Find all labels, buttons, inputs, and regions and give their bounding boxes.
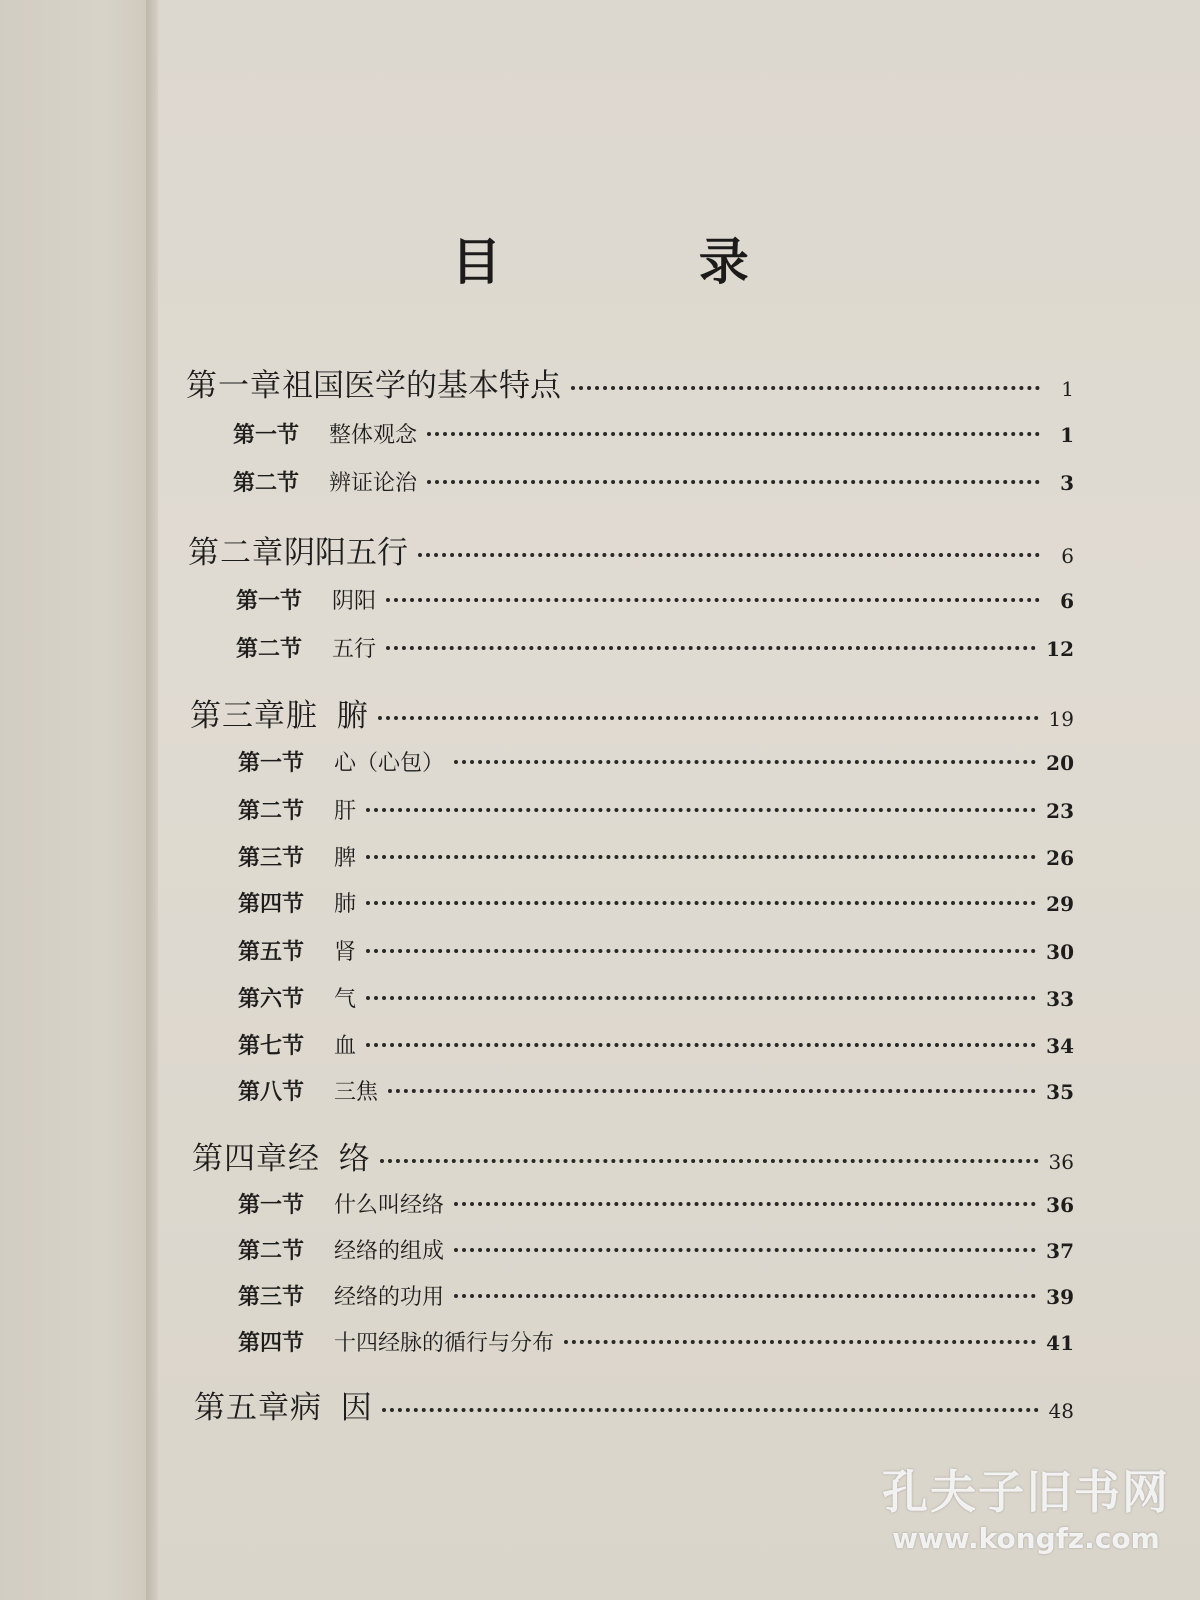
page-number: 35 — [1046, 1080, 1074, 1104]
toc-section — [233, 466, 1074, 497]
toc-section — [238, 1075, 1074, 1106]
chapter-label: 第五章 — [194, 1390, 290, 1426]
toc-section — [233, 418, 1074, 449]
toc-chapter — [194, 1382, 1074, 1427]
section-name: 气 — [334, 987, 357, 1012]
section-label: 第二节 — [233, 471, 300, 496]
section-name: 经络的功用 — [334, 1285, 445, 1310]
page-number: 26 — [1046, 846, 1074, 870]
dot-leader — [366, 855, 1036, 859]
chapter-label: 第四章 — [192, 1141, 288, 1177]
section-name: 阴阳 — [332, 589, 377, 614]
toc-section — [238, 746, 1074, 777]
watermark-name: 孔夫子旧书网 — [882, 1465, 1170, 1519]
section-name: 什么叫经络 — [334, 1193, 445, 1218]
dot-leader — [454, 1202, 1036, 1206]
chapter-name: 病 因 — [290, 1390, 372, 1426]
section-label: 第一节 — [233, 423, 300, 448]
page-number: 6 — [1061, 544, 1074, 568]
toc-section — [238, 887, 1074, 918]
page-number: 1 — [1060, 423, 1074, 447]
dot-leader — [427, 480, 1040, 484]
chapter-label: 第三章 — [190, 698, 286, 734]
page-number: 20 — [1046, 751, 1074, 775]
page-number: 36 — [1048, 1150, 1074, 1174]
dot-leader — [366, 1043, 1036, 1047]
page-number: 6 — [1060, 589, 1074, 613]
section-name: 肾 — [334, 940, 357, 965]
dot-leader — [427, 432, 1040, 436]
section-label: 第四节 — [238, 1331, 305, 1356]
dot-leader — [382, 1408, 1039, 1412]
page-number: 23 — [1046, 799, 1074, 823]
dot-leader — [388, 1089, 1036, 1093]
toc-section — [238, 1029, 1074, 1060]
toc-chapter — [188, 527, 1074, 572]
dot-leader — [366, 996, 1036, 1000]
dot-leader — [366, 901, 1036, 905]
page-number: 34 — [1046, 1034, 1074, 1058]
page-number: 19 — [1048, 707, 1074, 731]
dot-leader — [564, 1340, 1036, 1344]
toc-section — [238, 1280, 1074, 1311]
section-label: 第二节 — [238, 1239, 305, 1264]
section-label: 第四节 — [238, 892, 305, 917]
section-label: 第三节 — [238, 846, 305, 871]
dot-leader — [378, 716, 1039, 720]
toc-chapter — [190, 690, 1074, 735]
section-name: 肝 — [334, 799, 357, 824]
section-label: 第二节 — [236, 637, 303, 662]
chapter-name: 脏 腑 — [286, 698, 368, 734]
toc-section — [238, 935, 1074, 966]
chapter-label: 第二章 — [188, 535, 284, 571]
page-number: 41 — [1046, 1331, 1074, 1355]
toc-section — [236, 632, 1074, 663]
section-label: 第七节 — [238, 1034, 305, 1059]
section-label: 第一节 — [238, 1193, 305, 1218]
section-name: 脾 — [334, 846, 357, 871]
dot-leader — [366, 949, 1036, 953]
section-name: 辨证论治 — [329, 471, 418, 496]
section-label: 第二节 — [238, 799, 305, 824]
toc-section — [238, 1326, 1074, 1357]
section-name: 五行 — [332, 637, 377, 662]
toc-section — [238, 794, 1074, 825]
watermark — [882, 1456, 1170, 1555]
toc-section — [236, 584, 1074, 615]
watermark-url: www.kongfz.com — [892, 1522, 1160, 1555]
dot-leader — [454, 760, 1036, 764]
dot-leader — [380, 1159, 1039, 1163]
toc-section — [238, 982, 1074, 1013]
section-label: 第一节 — [238, 751, 305, 776]
dot-leader — [454, 1248, 1036, 1252]
page-number: 3 — [1060, 471, 1074, 495]
dot-leader — [571, 386, 1040, 390]
dot-leader — [454, 1294, 1036, 1298]
page-number: 48 — [1048, 1399, 1074, 1423]
dot-leader — [386, 646, 1036, 650]
page-number: 29 — [1046, 892, 1074, 916]
section-label: 第一节 — [236, 589, 303, 614]
toc-chapter — [192, 1133, 1074, 1178]
page-number: 37 — [1046, 1239, 1074, 1263]
section-label: 第八节 — [238, 1080, 305, 1105]
section-label: 第五节 — [238, 940, 305, 965]
toc-chapter — [186, 360, 1074, 405]
dot-leader — [366, 808, 1036, 812]
chapter-name: 祖国医学的基本特点 — [282, 368, 561, 404]
section-name: 三焦 — [334, 1080, 379, 1105]
toc-section — [238, 1234, 1074, 1265]
section-name: 肺 — [334, 892, 357, 917]
page-number: 39 — [1046, 1285, 1074, 1309]
page-title: 目 录 — [451, 233, 839, 291]
chapter-name: 经 络 — [288, 1141, 370, 1177]
section-label: 第六节 — [238, 987, 305, 1012]
chapter-name: 阴阳五行 — [284, 535, 408, 571]
section-name: 血 — [334, 1034, 357, 1059]
section-name: 心（心包） — [334, 751, 445, 776]
section-name: 十四经脉的循行与分布 — [334, 1331, 555, 1356]
page-number: 33 — [1046, 987, 1074, 1011]
chapter-label: 第一章 — [186, 368, 282, 404]
section-name: 经络的组成 — [334, 1239, 445, 1264]
toc-section — [238, 841, 1074, 872]
dot-leader — [386, 598, 1040, 602]
section-name: 整体观念 — [329, 423, 418, 448]
page-number: 30 — [1046, 940, 1074, 964]
page-number: 1 — [1061, 377, 1074, 401]
toc-section — [238, 1188, 1074, 1219]
page-number: 12 — [1046, 637, 1074, 661]
section-label: 第三节 — [238, 1285, 305, 1310]
page-number: 36 — [1046, 1193, 1074, 1217]
dot-leader — [418, 553, 1040, 557]
